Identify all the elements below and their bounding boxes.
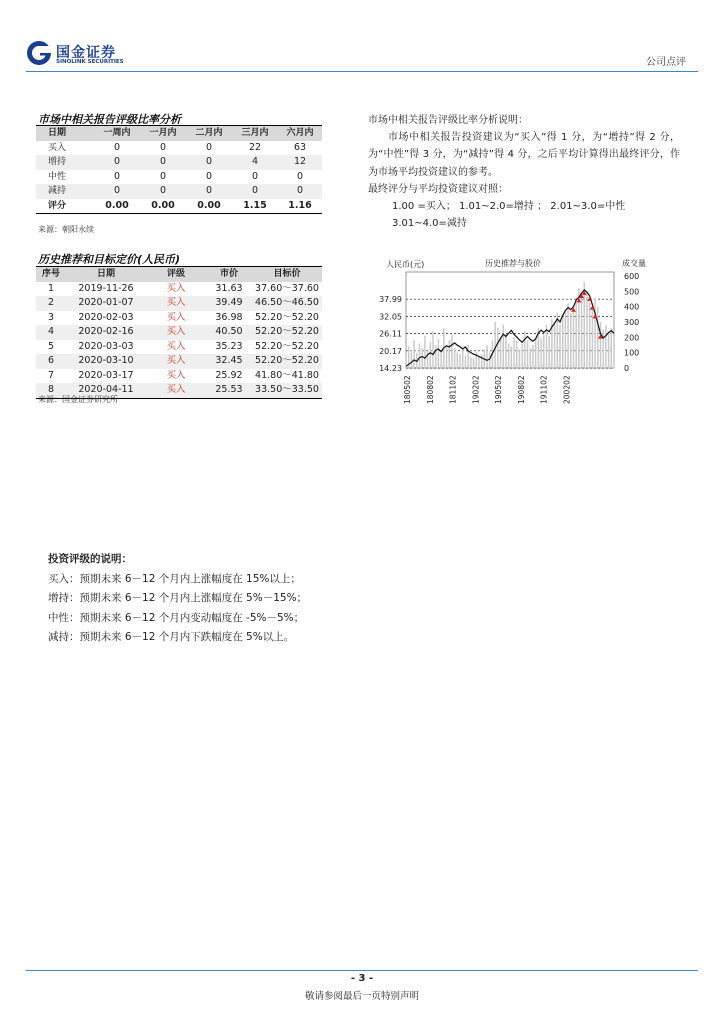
row-label: 中性 (48, 171, 67, 182)
table-row (36, 311, 322, 326)
volume-bar (457, 353, 458, 368)
table-cell: 46.50～46.50 (255, 297, 319, 308)
volume-bar (424, 336, 425, 368)
table-row (36, 354, 322, 369)
volume-bar (516, 340, 517, 368)
volume-bar (527, 340, 528, 368)
rating-ratio-title: 市场中相关报告评级比率分析 (38, 113, 181, 126)
table-cell: 12 (293, 156, 307, 167)
volume-bar (605, 325, 606, 368)
y-right-tick-label: 400 (624, 302, 640, 312)
volume-bar (565, 310, 566, 368)
table-row (36, 369, 322, 384)
col-header: 一月内 (149, 128, 177, 138)
left-y-ticks (379, 295, 402, 373)
rating-def-item: 中性：预期未来 6－12 个月内变动幅度在 -5%－5%； (48, 611, 305, 624)
table-cell: 2020-03-10 (78, 355, 134, 366)
table-cell: 2020-02-16 (78, 326, 134, 337)
row-label: 增持 (48, 157, 67, 167)
volume-bar (540, 339, 541, 368)
volume-bar (489, 353, 490, 368)
table-cell: 2020-02-03 (78, 311, 134, 323)
explain-title: 市场中相关报告评级比率分析说明： (368, 115, 528, 126)
col-header: 目标价 (273, 269, 301, 279)
volume-bar (503, 325, 504, 368)
table-cell: 37.60～37.60 (255, 282, 319, 294)
volume-bar (411, 350, 412, 368)
rating-def-title: 投资评级的说明： (48, 553, 132, 565)
table-cell: 8 (47, 384, 55, 395)
rating-ratio-table (36, 126, 322, 214)
x-tick-label: 190802 (516, 375, 526, 404)
col-header: 日期 (48, 128, 67, 138)
y-right-tick-label: 300 (624, 318, 640, 327)
row-label: 减持 (48, 186, 67, 196)
x-tick-label: 190202 (471, 375, 481, 404)
volume-bar (519, 350, 520, 368)
rating-cell: 买入 (166, 282, 186, 294)
table-cell: 2019-11-26 (78, 282, 134, 294)
price-line (406, 290, 614, 366)
volume-bar (562, 317, 563, 368)
y-tick-label: 37.99 (379, 295, 402, 305)
volume-bar (494, 322, 495, 368)
y-tick-label: 20.17 (379, 346, 402, 356)
volume-bar (557, 313, 558, 368)
table-cell: 2020-03-17 (78, 369, 134, 381)
volume-bar (584, 282, 585, 368)
volume-bar (470, 357, 471, 368)
volume-bar (459, 354, 460, 368)
volume-bar (581, 294, 582, 368)
table-row (36, 184, 322, 199)
volume-bar (497, 328, 498, 368)
rating-cell: 买入 (166, 355, 186, 366)
col-header: 日期 (96, 269, 115, 279)
table-cell: 63 (293, 141, 307, 153)
volume-bar (567, 304, 568, 368)
x-tick-label: 181102 (448, 375, 458, 404)
table-cell: 0 (113, 185, 121, 196)
volume-bar (505, 334, 506, 368)
table-cell: 0 (205, 170, 213, 182)
table-cell: 7 (47, 369, 55, 381)
rating-cell: 买入 (166, 340, 186, 352)
explain-paragraph: 市场中相关报告投资建议为“买入”得 1 分，为“增持”得 2 分，为“中性”得 3 分，为“减持”得 4 分，之后平均计算得出最终评分，作为市场平均投资建议的参考。 (368, 132, 680, 178)
y-tick-label: 32.05 (379, 312, 402, 322)
footer-disclaimer: 敬请参阅最后一页特别声明 (304, 991, 419, 1002)
table-cell: 25.92 (215, 369, 243, 381)
volume-bar (613, 336, 614, 368)
table-header-row (36, 126, 322, 141)
y-right-tick-label: 0 (624, 364, 630, 373)
volume-bar (532, 345, 533, 368)
price-history-chart (366, 252, 686, 412)
volume-bar (592, 310, 593, 368)
col-header: 一周内 (103, 128, 131, 138)
volume-bar (608, 333, 609, 368)
rating-cell: 买入 (166, 369, 186, 381)
table-cell: 0.00 (197, 199, 221, 211)
volume-bar (524, 331, 525, 368)
table-cell: 25.53 (215, 384, 243, 395)
table-cell: 0.00 (105, 199, 129, 211)
volume-bar (432, 331, 433, 368)
volume-bar (548, 336, 549, 368)
mapping-line-1: 1.00 =买入； 1.01~2.0=增持 ； 2.01~3.0=中性 (392, 201, 626, 213)
chart-gridlines (406, 272, 614, 368)
volume-bars (405, 282, 614, 368)
volume-bar (535, 337, 536, 368)
volume-bar (589, 302, 590, 368)
col-header: 六月内 (286, 128, 314, 138)
volume-bar (597, 307, 598, 368)
table-cell: 1 (47, 282, 55, 294)
volume-bar (559, 325, 560, 368)
logo-mark-icon (26, 40, 52, 66)
table-cell: 0 (205, 156, 213, 167)
volume-bar (478, 356, 479, 368)
table-cell: 22 (248, 141, 262, 153)
page-number: - 3 - (350, 973, 374, 984)
table-cell: 0 (296, 170, 304, 182)
volume-bar (573, 307, 574, 368)
table-cell: 0 (159, 185, 167, 196)
footer-rule (26, 970, 698, 971)
table-cell: 6 (47, 355, 55, 366)
table-cell: 5 (47, 340, 55, 352)
mapping-title: 最终评分与平均投资建议对照： (368, 183, 508, 195)
volume-bar (570, 313, 571, 368)
table-cell: 4 (47, 326, 55, 337)
chart-right-axis-label: 成交量 (622, 259, 646, 268)
table-cell: 0 (296, 185, 304, 196)
table-cell: 2 (47, 297, 55, 308)
volume-bar (465, 356, 466, 368)
x-tick-label: 191102 (539, 375, 549, 404)
rating-def-item: 买入：预期未来 6－12 个月内上涨幅度在 15%以上； (48, 572, 301, 585)
table-cell: 31.63 (215, 282, 243, 294)
volume-bar (511, 347, 512, 368)
volume-bar (438, 339, 439, 368)
table-row (36, 296, 322, 311)
volume-bar (500, 337, 501, 368)
table-cell: 0 (251, 185, 259, 196)
table-cell: 4 (251, 156, 259, 167)
col-header: 三月内 (241, 128, 269, 138)
volume-bar (543, 334, 544, 368)
rating-cell: 买入 (166, 326, 186, 337)
rating-cell: 买入 (166, 384, 186, 395)
table-cell: 0 (159, 156, 167, 167)
volume-bar (430, 342, 431, 368)
volume-bar (454, 348, 455, 368)
rating-ratio-source: 来源：朝阳永续 (38, 225, 94, 234)
table-cell: 35.23 (215, 340, 243, 352)
volume-bar (467, 345, 468, 368)
table-cell: 36.98 (215, 311, 243, 323)
volume-bar (413, 340, 414, 368)
table-cell: 0 (205, 141, 213, 153)
y-right-tick-label: 600 (624, 272, 640, 281)
table-cell: 40.50 (215, 326, 243, 337)
buy-marker (590, 306, 595, 310)
y-right-tick-label: 200 (624, 333, 640, 343)
table-cell: 0 (159, 141, 167, 153)
table-cell: 52.20～52.20 (255, 355, 319, 366)
table-cell: 2020-01-07 (78, 297, 134, 308)
table-cell: 3 (47, 311, 55, 323)
row-label: 评分 (48, 200, 67, 211)
doc-type-label: 公司点评 (646, 57, 686, 68)
history-source: 来源：国金证券研究所 (38, 395, 118, 404)
buy-marker (593, 314, 598, 318)
volume-bar (546, 325, 547, 368)
table-cell: 0.00 (151, 199, 175, 211)
col-header: 市价 (219, 269, 238, 279)
table-cell: 39.49 (215, 297, 243, 308)
table-cell: 52.20～52.20 (255, 311, 319, 323)
x-tick-label: 180502 (403, 375, 412, 404)
volume-bar (448, 340, 449, 368)
table-row (36, 340, 322, 355)
table-cell: 32.45 (215, 355, 243, 366)
header-rule (26, 71, 698, 72)
table-cell: 2020-03-03 (78, 340, 134, 352)
table-cell: 1.15 (243, 199, 267, 211)
volume-bar (586, 291, 587, 368)
y-right-tick-label: 100 (624, 348, 640, 358)
table-cell: 0 (159, 170, 167, 182)
rating-cell: 买入 (166, 297, 186, 308)
volume-bar (513, 337, 514, 368)
x-tick-label: 190502 (494, 375, 504, 404)
table-cell: 52.20～52.20 (255, 326, 319, 337)
volume-bar (435, 345, 436, 368)
table-cell: 0 (251, 170, 259, 182)
volume-bar (486, 345, 487, 368)
volume-bar (600, 322, 601, 368)
col-header: 序号 (41, 269, 60, 279)
x-ticks (403, 375, 571, 404)
x-tick-label: 180802 (425, 375, 435, 404)
y-right-tick-label: 500 (624, 287, 640, 297)
x-tick-label: 200202 (562, 375, 572, 404)
brand-en: SINOLINK SECURITIES (56, 59, 124, 65)
table-row (36, 155, 322, 170)
col-header: 评级 (166, 269, 185, 279)
brand-cn: 国金证券 (56, 45, 116, 61)
history-table (36, 267, 322, 399)
row-label: 买入 (48, 142, 67, 153)
chart-title: 历史推荐与股价 (485, 259, 541, 268)
table-cell: 52.20～52.20 (255, 340, 319, 352)
plot-frame (406, 272, 614, 368)
table-header-row (36, 267, 322, 282)
volume-bar (462, 350, 463, 368)
volume-bar (481, 354, 482, 368)
history-title: 历史推荐和目标定价(人民币) (38, 253, 181, 266)
rating-def-item: 增持：预期未来 6－12 个月内上涨幅度在 5%－15%； (48, 592, 308, 604)
y-tick-label: 14.23 (379, 364, 402, 373)
table-cell: 2020-04-11 (78, 384, 134, 395)
chart-left-axis-label: 人民币(元) (386, 260, 425, 269)
table-cell: 0 (113, 156, 121, 167)
volume-bar (473, 359, 474, 368)
table-row (36, 141, 322, 156)
table-cell: 0 (205, 185, 213, 196)
table-row (36, 282, 322, 297)
table-row-score (36, 199, 322, 214)
table-cell: 0 (113, 141, 121, 153)
volume-bar (508, 343, 509, 368)
table-cell: 0 (113, 170, 121, 182)
volume-bar (446, 347, 447, 368)
rating-definitions (48, 550, 307, 648)
volume-bar (611, 328, 612, 368)
volume-bar (530, 348, 531, 368)
rating-cell: 买入 (166, 311, 186, 323)
volume-bar (451, 334, 452, 368)
volume-bar (575, 297, 576, 368)
table-cell: 41.80～41.80 (255, 369, 319, 381)
price-line-group (406, 290, 614, 366)
volume-bar (521, 343, 522, 368)
rating-def-item: 减持：预期未来 6－12 个月内下跌幅度在 5%以上。 (48, 631, 295, 643)
y-tick-label: 26.11 (379, 329, 402, 339)
table-cell: 1.16 (288, 199, 312, 211)
table-cell: 33.50～33.50 (255, 384, 319, 395)
table-row (36, 170, 322, 185)
volume-bar (419, 343, 420, 368)
company-logo (26, 40, 136, 70)
volume-bar (602, 330, 603, 368)
col-header: 二月内 (195, 128, 223, 138)
table-row (36, 325, 322, 340)
volume-bar (554, 322, 555, 368)
rating-explanation (368, 112, 680, 232)
volume-bar (421, 348, 422, 368)
right-y-ticks (624, 272, 639, 373)
mapping-line-2: 3.01~4.0=减持 (392, 218, 467, 230)
